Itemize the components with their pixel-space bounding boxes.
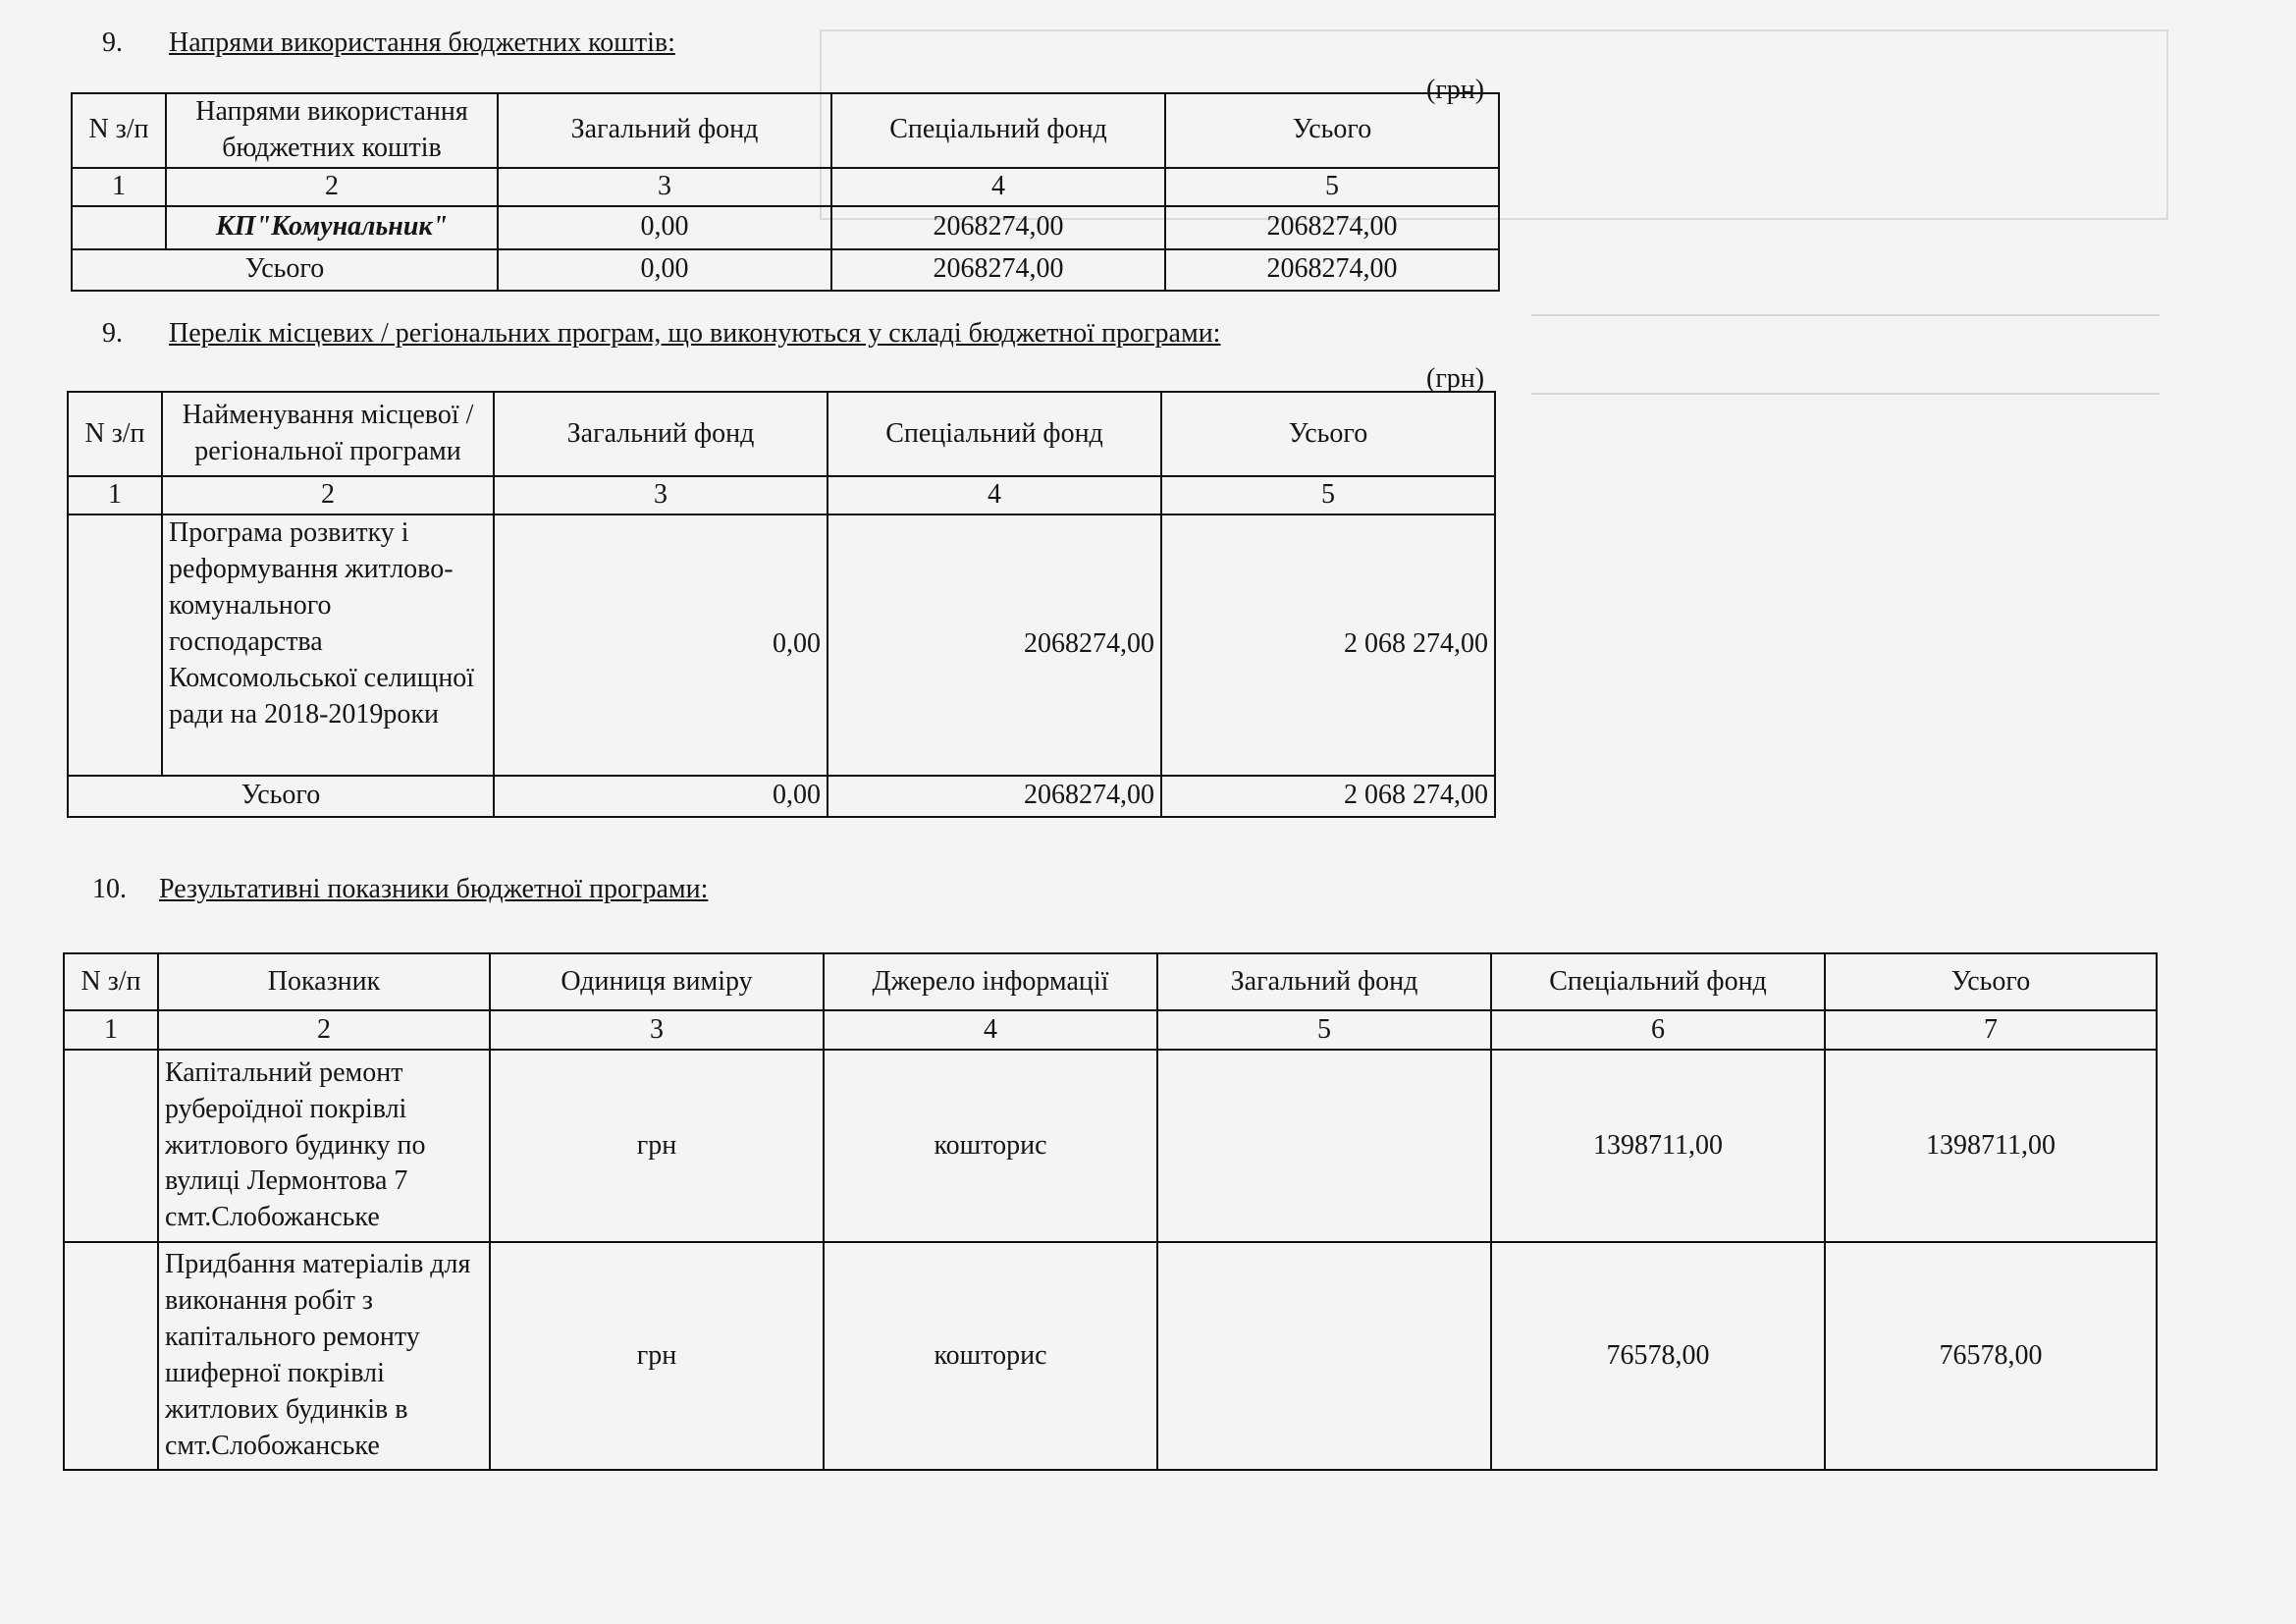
column-number-row	[64, 1010, 2157, 1050]
header-cell: Показник	[158, 953, 490, 1010]
general-fund-value: 0,00	[494, 514, 828, 776]
header-cell: Усього	[1825, 953, 2157, 1010]
currency-unit: (грн)	[1426, 363, 1485, 394]
special-fund-total: 2068274,00	[828, 776, 1161, 817]
table-row	[72, 206, 1499, 249]
column-number: 2	[162, 476, 494, 514]
total-label: Усього	[72, 249, 498, 291]
unit-of-measure: грн	[490, 1050, 824, 1242]
header-cell: Спеціальний фонд	[828, 392, 1161, 476]
row-number	[72, 206, 166, 249]
regional-programs-table	[67, 391, 1496, 818]
column-number: 3	[490, 1010, 824, 1050]
table-row	[68, 514, 1495, 776]
total-value: 2068274,00	[1165, 206, 1499, 249]
bleed-through-line	[1531, 314, 2160, 316]
section-heading	[92, 874, 708, 905]
grand-total: 2 068 274,00	[1161, 776, 1495, 817]
direction-name: КП"Комунальник"	[166, 206, 498, 249]
total-value: 2 068 274,00	[1161, 514, 1495, 776]
table-row	[64, 1050, 2157, 1242]
special-fund-value: 1398711,00	[1491, 1050, 1825, 1242]
section-title: Перелік місцевих / регіональних програм, що виконуються у складі бюджетної програми:	[169, 318, 1221, 349]
general-fund-value: 0,00	[498, 206, 831, 249]
general-fund-total: 0,00	[494, 776, 828, 817]
row-number	[68, 514, 162, 776]
special-fund-value: 2068274,00	[831, 206, 1165, 249]
special-fund-total: 2068274,00	[831, 249, 1165, 291]
header-cell: Загальний фонд	[498, 93, 831, 168]
performance-indicators-table	[63, 952, 2158, 1471]
indicator-name: Капітальний ремонт руберoїдної покрівлі житлового будинку по вулиці Лермонтова 7 смт.Слобожанське	[158, 1050, 490, 1242]
column-number: 5	[1157, 1010, 1491, 1050]
table-row	[64, 1242, 2157, 1470]
header-cell: N з/п	[68, 392, 162, 476]
information-source: кошторис	[824, 1242, 1157, 1470]
header-cell: N з/п	[72, 93, 166, 168]
unit-of-measure: грн	[490, 1242, 824, 1470]
information-source: кошторис	[824, 1050, 1157, 1242]
budget-directions-table	[71, 92, 1500, 292]
section-number: 9.	[102, 318, 123, 349]
column-number: 4	[828, 476, 1161, 514]
special-fund-value: 76578,00	[1491, 1242, 1825, 1470]
header-cell: Напрями використання бюджетних коштів	[166, 93, 498, 168]
column-number: 1	[68, 476, 162, 514]
table-header-row	[68, 392, 1495, 476]
section-title: Напрями використання бюджетних коштів:	[169, 27, 675, 58]
header-cell: Спеціальний фонд	[1491, 953, 1825, 1010]
header-cell: Усього	[1165, 93, 1499, 168]
currency-unit: (грн)	[1426, 75, 1485, 105]
section-title: Результативні показники бюджетної програми:	[159, 874, 709, 904]
total-row	[72, 249, 1499, 291]
bleed-through-line	[1531, 393, 2160, 395]
total-label: Усього	[68, 776, 494, 817]
column-number: 1	[64, 1010, 158, 1050]
general-fund-value	[1157, 1050, 1491, 1242]
header-cell: Загальний фонд	[1157, 953, 1491, 1010]
total-value: 76578,00	[1825, 1242, 2157, 1470]
column-number: 5	[1165, 168, 1499, 206]
column-number: 3	[494, 476, 828, 514]
program-name: Програма розвитку і реформування житлово-комунального господарства Комсомольської селищної ради на 2018-2019роки	[162, 514, 494, 776]
column-number: 7	[1825, 1010, 2157, 1050]
column-number: 6	[1491, 1010, 1825, 1050]
row-number	[64, 1050, 158, 1242]
special-fund-value: 2068274,00	[828, 514, 1161, 776]
column-number: 5	[1161, 476, 1495, 514]
section-number: 9.	[102, 27, 123, 58]
section-heading	[102, 27, 675, 59]
header-cell: Загальний фонд	[494, 392, 828, 476]
column-number: 2	[158, 1010, 490, 1050]
column-number-row	[68, 476, 1495, 514]
header-cell: Найменування місцевої / регіональної програми	[162, 392, 494, 476]
header-cell: Спеціальний фонд	[831, 93, 1165, 168]
column-number: 4	[831, 168, 1165, 206]
table-header-row	[72, 93, 1499, 168]
general-fund-total: 0,00	[498, 249, 831, 291]
indicator-name: Придбання матеріалів для виконання робіт з капітального ремонту шиферної покрівлі житлових будинків в смт.Слобожанське	[158, 1242, 490, 1470]
header-cell: Джерело інформації	[824, 953, 1157, 1010]
general-fund-value	[1157, 1242, 1491, 1470]
total-row	[68, 776, 1495, 817]
column-number: 1	[72, 168, 166, 206]
column-number: 3	[498, 168, 831, 206]
header-cell: N з/п	[64, 953, 158, 1010]
header-cell: Одиниця виміру	[490, 953, 824, 1010]
section-heading	[102, 318, 1220, 350]
column-number: 2	[166, 168, 498, 206]
section-number: 10.	[92, 874, 127, 904]
grand-total: 2068274,00	[1165, 249, 1499, 291]
header-cell: Усього	[1161, 392, 1495, 476]
total-value: 1398711,00	[1825, 1050, 2157, 1242]
column-number-row	[72, 168, 1499, 206]
table-header-row	[64, 953, 2157, 1010]
column-number: 4	[824, 1010, 1157, 1050]
row-number	[64, 1242, 158, 1470]
